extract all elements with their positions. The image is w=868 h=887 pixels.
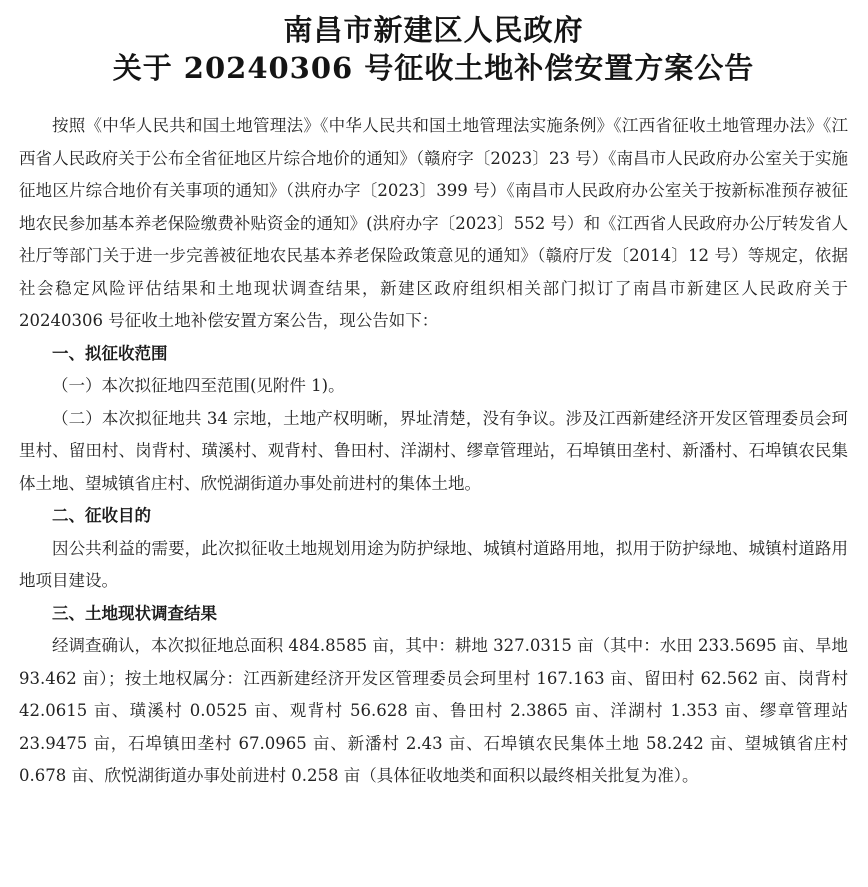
section-heading-scope: 一、拟征收范围 xyxy=(52,343,168,363)
section-heading-survey: 三、土地现状调查结果 xyxy=(52,603,217,623)
document-body xyxy=(19,110,848,793)
intro-paragraph: 按照《中华人民共和国土地管理法》《中华人民共和国土地管理法实施条例》《江西省征收土地管理办法》《江西省人民政府关于公布全省征地区片综合地价的通知》（赣府字〔2023〕23 号）《南昌市人民政府办公室关于实施征地区片综合地价有关事项的通知》（洪府办字〔2023〕399 号）《南昌市人民政府办公室关于按新标准预存被征地农民参加基本养老保险缴费补贴资金的通知》(洪府办字〔2023〕552 号）和《江西省人民政府办公厅转发省人社厅等部门关于进一步完善被征地农民基本养老保险政策意见的通知》（赣府厅发〔2014〕12 号）等规定，依据社会稳定风险评估结果和土地现状调查结果，新建区政府组织相关部门拟订了南昌市新建区人民政府关于 20240306 号征收土地补偿安置方案公告，现公告如下： xyxy=(19,116,848,330)
scope-item-1: （一）本次拟征地四至范围(见附件 1)。 xyxy=(52,376,345,395)
scope-item-2: （二）本次拟征地共 34 宗地，土地产权明晰，界址清楚，没有争议。涉及江西新建经济开发区管理委员会珂里村、留田村、岗背村、璜溪村、观背村、鲁田村、洋湖村、缪章管理站，石埠镇田垄村、新潘村、石埠镇农民集体土地、望城镇省庄村、欣悦湖街道办事处前进村的集体土地。 xyxy=(19,408,848,493)
document-title-line-2: 关于 20240306 号征收土地补偿安置方案公告 xyxy=(112,51,755,85)
document-title-line-1: 南昌市新建区人民政府 xyxy=(283,13,584,47)
purpose-paragraph: 因公共利益的需要，此次拟征收土地规划用途为防护绿地、城镇村道路用地，拟用于防护绿地、城镇村道路用地项目建设。 xyxy=(19,538,848,590)
section-heading-purpose: 二、征收目的 xyxy=(52,506,151,525)
survey-paragraph: 经调查确认，本次拟征地总面积 484.8585 亩，其中：耕地 327.0315 亩（其中：水田 233.5695 亩、旱地 93.462 亩）；按土地权属分：江西新建经济开发区管理委员会珂里村 167.163 亩、留田村 62.562 亩、岗背村 42.0615 亩、璜溪村 0.0525 亩、观背村 56.628 亩、鲁田村 2.3865 亩、洋湖村 1.353 亩、缪章管理站 23.9475 亩，石埠镇田垄村 67.0965 亩、新潘村 2.43 亩、石埠镇农民集体土地 58.242 亩、望城镇省庄村 0.678 亩、欣悦湖街道办事处前进村 0.258 亩（具体征收地类和面积以最终相关批复为准）。 xyxy=(19,636,848,785)
